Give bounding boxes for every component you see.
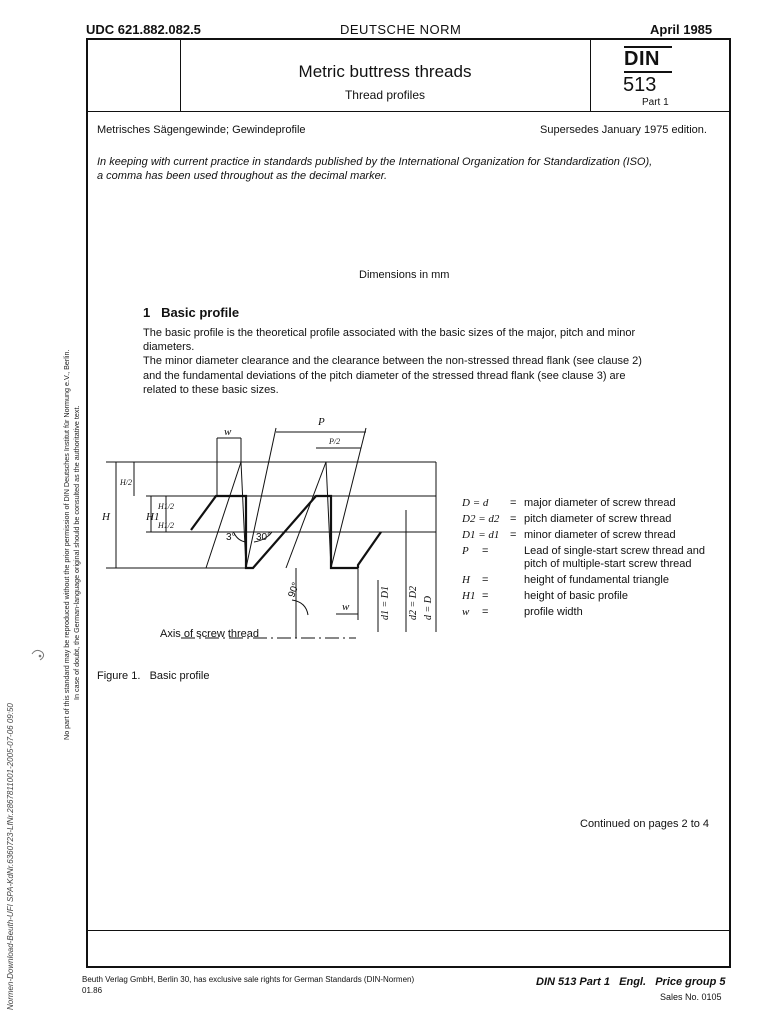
para2-line3: related to these basic sizes. — [143, 384, 279, 396]
din-logo-text: DIN — [624, 48, 660, 70]
label-w-top: w — [224, 426, 232, 438]
publication-date: April 1985 — [650, 22, 713, 37]
axis-label: Axis of screw thread — [160, 628, 260, 640]
para1-line2: diameters. — [143, 341, 195, 353]
standard-number: 513 — [623, 74, 657, 96]
document-title: Metric buttress threads — [298, 62, 472, 81]
dimensions-note: Dimensions in mm — [359, 269, 450, 281]
german-title: Metrisches Sägengewinde; Gewindeprofile — [97, 124, 306, 136]
label-d: d = D — [423, 596, 434, 620]
label-P-half: P/2 — [329, 437, 341, 446]
para2-line1: The minor diameter clearance and the clearance between the non-stressed thread flank (see clause 2) — [143, 355, 642, 367]
angle-30-label: 30° — [256, 532, 272, 543]
intro-line-2: a comma has been used throughout as the decimal marker. — [97, 170, 388, 182]
figure-caption: Figure 1. Basic profile — [97, 670, 210, 682]
sales-number: Sales No. 0105 — [660, 992, 722, 1002]
udc-code: UDC 621.882.082.5 — [86, 22, 201, 37]
label-H: H — [102, 511, 110, 523]
label-H1-half-a: H1/2 — [158, 502, 174, 511]
basic-profile-figure — [96, 410, 446, 650]
continued-note: Continued on pages 2 to 4 — [580, 818, 710, 830]
scan-mark-icon — [28, 644, 50, 666]
supersedes-note: Supersedes January 1975 edition. — [540, 124, 707, 136]
document-subtitle: Thread profiles — [344, 88, 426, 102]
para2-line2: and the fundamental deviations of the pitch diameter of the stressed thread flank (see clause 3) are — [143, 370, 626, 382]
download-stamp: Normen-Download-Beuth-UFI SPA-KdNr.6360723-LfNr.2867811001-2005-07-06 09:50 — [6, 703, 15, 1010]
authoritative-note: In case of doubt, the German-language original should be consulted as the authoritative text. — [72, 405, 81, 700]
intro-line-1: In keeping with current practice in standards published by the International Organization for Standardization (ISO), — [97, 156, 653, 168]
footer-code: 01.86 — [82, 986, 103, 995]
label-w-bottom: w — [342, 601, 350, 613]
publisher-note: Beuth Verlag GmbH, Berlin 30, has exclusive sale rights for German Standards (DIN-Normen) — [82, 975, 415, 984]
label-P: P — [318, 416, 325, 428]
copyright-note: No part of this standard may be reproduced without the prior permission of DIN Deutsches Institut für Normung e.V., Berlin. — [62, 349, 71, 740]
norm-label: DEUTSCHE NORM — [340, 22, 462, 37]
label-H1: H1 — [146, 511, 160, 523]
section-heading: 1 Basic profile — [143, 305, 240, 320]
din-reference: DIN 513 Part 1 Engl. Price group 5 — [536, 976, 726, 988]
angle-3-label: 3° — [226, 532, 236, 543]
label-d2: d2 = D2 — [408, 586, 419, 620]
para1-line1: The basic profile is the theoretical profile associated with the basic sizes of the major, pitch and minor — [143, 327, 636, 339]
part-label: Part 1 — [642, 97, 669, 108]
label-d1: d1 = D1 — [380, 586, 391, 620]
label-H1-half-b: H1/2 — [158, 521, 174, 530]
angle-90-label: 90° — [286, 581, 302, 600]
label-H-half: H/2 — [120, 478, 132, 487]
